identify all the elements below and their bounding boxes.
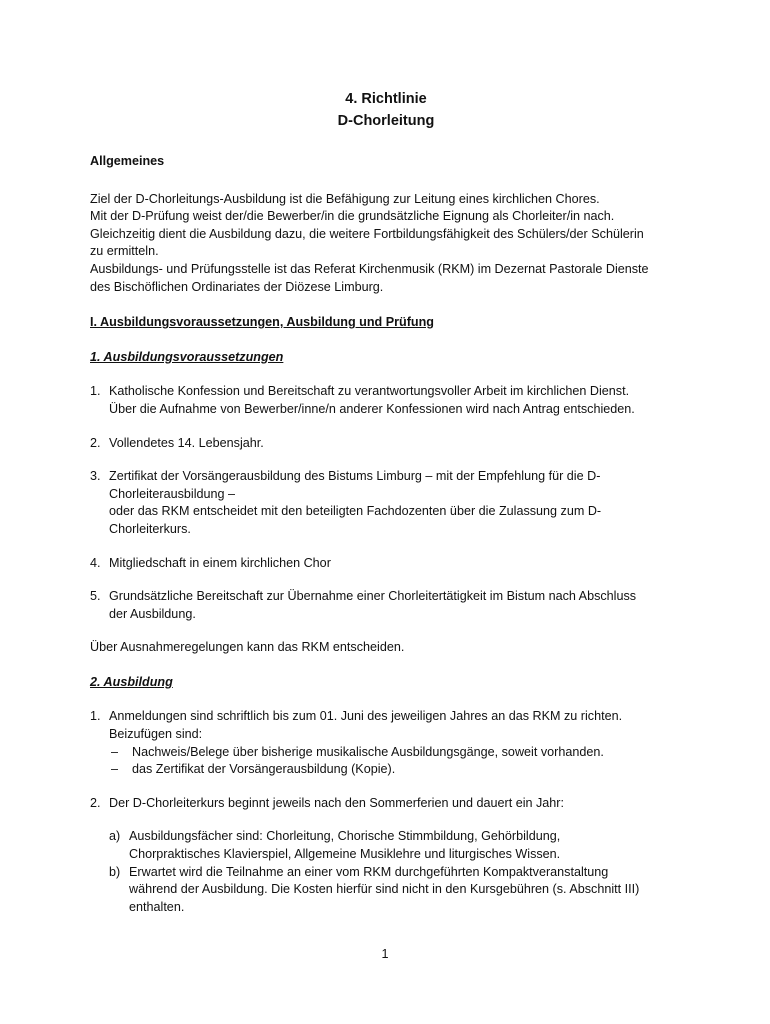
list-marker: 1. bbox=[90, 709, 101, 724]
voraussetzungen-list bbox=[90, 383, 682, 623]
text-line: der Ausbildung. bbox=[109, 606, 196, 621]
list-item bbox=[90, 795, 682, 917]
sub-list-item bbox=[109, 864, 682, 917]
dash-marker: – bbox=[111, 744, 119, 759]
list-item bbox=[90, 708, 682, 778]
text-line: Mit der D-Prüfung weist der/die Bewerber/in die grundsätzliche Eignung als Chorleiter/in nach. bbox=[90, 209, 615, 224]
page-number: 1 bbox=[381, 947, 389, 961]
text-line: Mitgliedschaft in einem kirchlichen Chor bbox=[109, 555, 331, 570]
text-line: Anmeldungen sind schriftlich bis zum 01. Juni des jeweiligen Jahres an das RKM zu richten. bbox=[109, 709, 623, 724]
text-line: Ziel der D-Chorleitungs-Ausbildung ist die Befähigung zur Leitung eines kirchlichen Chores. bbox=[90, 191, 600, 206]
subitem-list bbox=[109, 828, 682, 916]
ausnahme-note: Über Ausnahmeregelungen kann das RKM entscheiden. bbox=[90, 640, 405, 655]
subsection-heading-voraussetzungen: 1. Ausbildungsvoraussetzungen bbox=[90, 349, 284, 364]
list-marker: 2. bbox=[90, 435, 101, 450]
text-line: enthalten. bbox=[129, 899, 185, 914]
list-item bbox=[90, 435, 682, 453]
list-marker: 1. bbox=[90, 384, 101, 399]
sub-list-item bbox=[109, 828, 682, 863]
text-line: Katholische Konfession und Bereitschaft zu verantwortungsvoller Arbeit im kirchlichen Dienst. bbox=[109, 384, 630, 399]
text-line: Über die Aufnahme von Bewerber/inne/n anderer Konfessionen wird nach Antrag entschieden. bbox=[109, 401, 635, 416]
ausbildung-list bbox=[90, 708, 682, 916]
title-line-1: 4. Richtlinie bbox=[345, 91, 427, 107]
list-marker: 3. bbox=[90, 469, 101, 484]
list-marker: b) bbox=[109, 864, 121, 879]
title-line-2: D-Chorleitung bbox=[337, 113, 435, 129]
text-line: Chorleiterausbildung – bbox=[109, 486, 236, 501]
list-marker: 2. bbox=[90, 795, 101, 810]
text-line: Erwartet wird die Teilnahme an einer vom RKM durchgeführten Kompaktveranstaltung bbox=[129, 864, 609, 879]
text-line: oder das RKM entscheidet mit den beteiligten Fachdozenten über die Zulassung zum D- bbox=[109, 504, 602, 519]
list-marker: 5. bbox=[90, 589, 101, 604]
document-page bbox=[90, 88, 682, 916]
subsection-heading-ausbildung: 2. Ausbildung bbox=[90, 674, 173, 689]
list-item bbox=[90, 468, 682, 538]
document-title bbox=[90, 88, 682, 132]
attachment-list bbox=[109, 744, 682, 779]
text-line: Der D-Chorleiterkurs beginnt jeweils nach den Sommerferien und dauert ein Jahr: bbox=[109, 795, 564, 810]
allgemeines-paragraph bbox=[90, 191, 682, 297]
text-line: des Bischöflichen Ordinariates der Diözese Limburg. bbox=[90, 279, 384, 294]
text-line: Chorleiterkurs. bbox=[109, 521, 191, 536]
list-item bbox=[90, 555, 682, 573]
text-line: Grundsätzliche Bereitschaft zur Übernahme einer Chorleitertätigkeit im Bistum nach Abschluss bbox=[109, 589, 637, 604]
list-marker: a) bbox=[109, 829, 121, 844]
text-line: Beizufügen sind: bbox=[109, 727, 203, 742]
section-heading-1: I. Ausbildungsvoraussetzungen, Ausbildung und Prüfung bbox=[90, 315, 434, 330]
text-line: zu ermitteln. bbox=[90, 244, 159, 259]
heading-allgemeines: Allgemeines bbox=[90, 154, 165, 168]
dash-marker: – bbox=[111, 762, 119, 777]
text-line: Ausbildungs- und Prüfungsstelle ist das Referat Kirchenmusik (RKM) im Dezernat Pastorale Dienste bbox=[90, 261, 649, 276]
dash-item: – das Zertifikat der Vorsängerausbildung (Kopie). bbox=[109, 761, 682, 779]
text-line: Chorpraktisches Klavierspiel, Allgemeine Musiklehre und liturgisches Wissen. bbox=[129, 847, 561, 862]
text-line: während der Ausbildung. Die Kosten hierfür sind nicht in den Kursgebühren (s. Abschnitt III) bbox=[129, 882, 640, 897]
text-line: Zertifikat der Vorsängerausbildung des Bistums Limburg – mit der Empfehlung für die D- bbox=[109, 469, 601, 484]
list-marker: 4. bbox=[90, 555, 101, 570]
text-line: Vollendetes 14. Lebensjahr. bbox=[109, 435, 264, 450]
text-line: Gleichzeitig dient die Ausbildung dazu, die weitere Fortbildungsfähigkeit des Schülers/der Schülerin bbox=[90, 226, 644, 241]
text-line: Ausbildungsfächer sind: Chorleitung, Chorische Stimmbildung, Gehörbildung, bbox=[129, 829, 561, 844]
list-item bbox=[90, 588, 682, 623]
list-item bbox=[90, 383, 682, 418]
dash-item: – Nachweis/Belege über bisherige musikalische Ausbildungsgänge, soweit vorhanden. bbox=[109, 744, 682, 762]
